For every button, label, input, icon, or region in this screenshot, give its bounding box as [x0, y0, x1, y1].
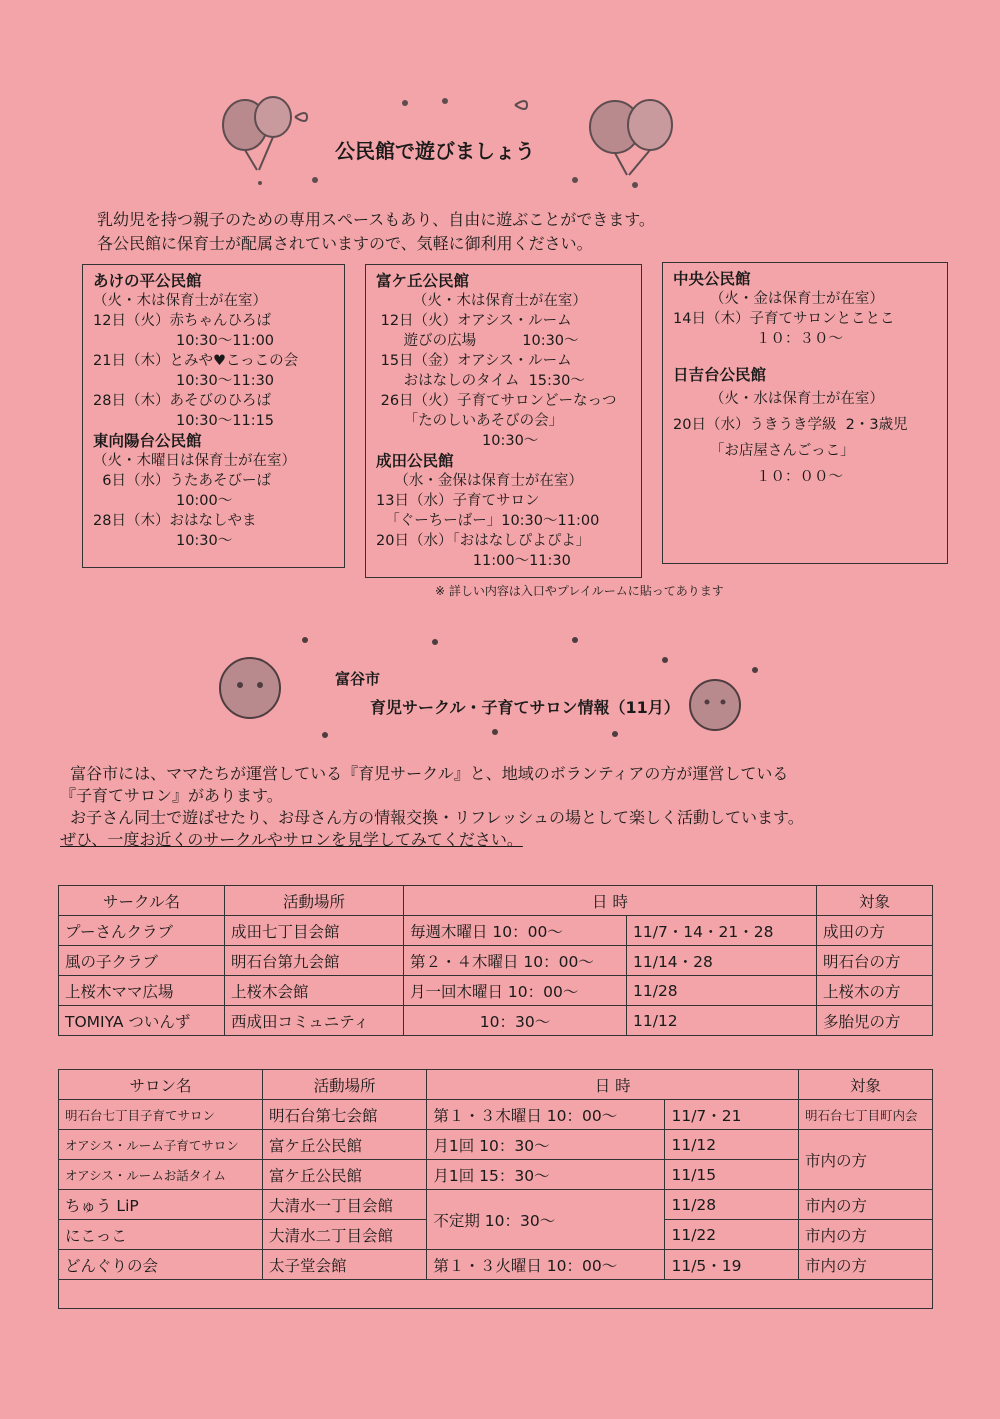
- intro-line: 富谷市には、ママたちが運営している『育児サークル』と、地域のボランティアの方が運営している: [60, 764, 789, 783]
- cell: 月一回木曜日 10：00～: [404, 976, 627, 1006]
- schedule-line: （火・水は保育士が在室）: [673, 391, 884, 407]
- cell: 大清水一丁目会館: [262, 1190, 426, 1220]
- intro-text: [60, 763, 960, 851]
- banner-community-center: [215, 95, 685, 190]
- intro-text: [97, 208, 655, 256]
- header-cell: 活動場所: [262, 1070, 426, 1100]
- cell: 11/14・28: [627, 946, 817, 976]
- center-name: 日吉台公民館: [673, 366, 767, 384]
- schedule-line: おはなしのタイム 15:30～: [376, 373, 585, 389]
- cell: 明石台第七会館: [262, 1100, 426, 1130]
- schedule-line: 21日（木）とみや♥こっこの会: [93, 353, 299, 369]
- cell: 月1回 15：30～: [427, 1160, 665, 1190]
- header-cell: サークル名: [59, 886, 225, 916]
- cell: 第１・３木曜日 10：00～: [427, 1100, 665, 1130]
- cell: 富ケ丘公民館: [262, 1160, 426, 1190]
- cell: 上桜木ママ広場: [59, 976, 225, 1006]
- schedule-line: 28日（木）あそびのひろば: [93, 393, 271, 409]
- schedule-line: 28日（木）おはなしやま: [93, 513, 257, 529]
- cell: 風の子クラブ: [59, 946, 225, 976]
- cell: 11/12: [665, 1130, 798, 1160]
- header-cell: 日 時: [404, 886, 817, 916]
- cell: 多胎児の方: [817, 1006, 933, 1036]
- cell: 大清水二丁目会館: [262, 1220, 426, 1250]
- schedule-line: 20日（水）うきうき学級 2・3歳児: [673, 417, 908, 433]
- cell: 第１・３火曜日 10：00～: [427, 1250, 665, 1280]
- schedule-line: １０：００～: [673, 469, 843, 485]
- cell: ちゅう LiP: [59, 1190, 263, 1220]
- table-row: [59, 1006, 933, 1036]
- cell: 11/22: [665, 1220, 798, 1250]
- box-tomigaoka-naruta: [365, 264, 642, 578]
- cell: 11/15: [665, 1160, 798, 1190]
- box-akenodaira-higashimukai: [82, 264, 345, 568]
- table-row: [59, 1100, 933, 1130]
- intro-line-underlined: ぜひ、一度お近くのサークルやサロンを見学してみてください。: [60, 830, 523, 849]
- cell: 西成田コミュニティ: [225, 1006, 404, 1036]
- cell: 成田の方: [817, 916, 933, 946]
- schedule-line: 10:30～11:15: [93, 413, 275, 429]
- table-header-row: [59, 886, 933, 916]
- cell: 明石台の方: [817, 946, 933, 976]
- schedule-line: 12日（火）オアシス・ルーム: [376, 313, 572, 329]
- cell: 富ケ丘公民館: [262, 1130, 426, 1160]
- schedule-line: 26日（火）子育てサロンどーなっつ: [376, 393, 617, 409]
- cell: 11/28: [627, 976, 817, 1006]
- table-row: [59, 1130, 933, 1160]
- header-cell: 対象: [798, 1070, 932, 1100]
- table-row: [59, 1190, 933, 1220]
- header-cell: 日 時: [427, 1070, 799, 1100]
- cell: 月1回 10：30～: [427, 1130, 665, 1160]
- intro-line: 各公民館に保育士が配属されていますので、気軽に御利用ください。: [97, 234, 593, 253]
- circle-table: [58, 885, 933, 1036]
- schedule-line: 6日（水）うたあそびーば: [93, 473, 271, 489]
- intro-line: 乳幼児を持つ親子のための専用スペースもあり、自由に遊ぶことができます。: [97, 210, 655, 229]
- schedule-line: （火・木曜日は保育士が在室）: [93, 453, 296, 469]
- center-name: 成田公民館: [376, 452, 454, 470]
- header-cell: サロン名: [59, 1070, 263, 1100]
- schedule-line: 14日（木）子育てサロンとことこ: [673, 311, 895, 327]
- cell: 11/7・21: [665, 1100, 798, 1130]
- schedule-line: 10:30～: [93, 533, 233, 549]
- cell: 市内の方: [798, 1130, 932, 1190]
- cell: 不定期 10：30～: [427, 1190, 665, 1250]
- schedule-line: 12日（火）赤ちゃんひろば: [93, 313, 271, 329]
- schedule-line: 「ぐーちーばー」10:30～11:00: [376, 513, 600, 529]
- cell: 明石台第九会館: [225, 946, 404, 976]
- schedule-line: （水・金保は保育士が在室）: [376, 473, 583, 489]
- cell: 11/28: [665, 1190, 798, 1220]
- salon-table: [58, 1069, 933, 1309]
- cell: 11/12: [627, 1006, 817, 1036]
- cell: 市内の方: [798, 1220, 932, 1250]
- cell-empty: [59, 1280, 933, 1309]
- cell: 太子堂会館: [262, 1250, 426, 1280]
- cell: オアシス・ルーム子育てサロン: [59, 1130, 263, 1160]
- intro-line: 『子育てサロン』があります。: [60, 786, 283, 805]
- cell: 市内の方: [798, 1190, 932, 1220]
- section-title: 育児サークル・子育てサロン情報（11月）: [370, 698, 680, 717]
- cell: オアシス・ルームお話タイム: [59, 1160, 263, 1190]
- cell: 11/5・19: [665, 1250, 798, 1280]
- cell: プーさんクラブ: [59, 916, 225, 946]
- cell: 毎週木曜日 10：00～: [404, 916, 627, 946]
- cell: 10：30～: [404, 1006, 627, 1036]
- schedule-line: 「たのしいあそびの会」: [376, 413, 564, 429]
- city-label: 富谷市: [335, 670, 381, 688]
- cell: どんぐりの会: [59, 1250, 263, 1280]
- schedule-line: （火・木は保育士が在室）: [376, 293, 587, 309]
- cell: 11/7・14・21・28: [627, 916, 817, 946]
- table-header-row: [59, 1070, 933, 1100]
- center-name: 中央公民館: [673, 270, 751, 288]
- cell: 上桜木の方: [817, 976, 933, 1006]
- header-cell: 活動場所: [225, 886, 404, 916]
- banner-circle-info: [195, 630, 785, 745]
- schedule-line: 10:30～11:30: [93, 373, 275, 389]
- cell: 明石台七丁目子育てサロン: [59, 1100, 263, 1130]
- box-chuo-hiyoshidai: [662, 262, 948, 564]
- cell: にこっこ: [59, 1220, 263, 1250]
- table-row: [59, 916, 933, 946]
- cell: TOMIYA ついんず: [59, 1006, 225, 1036]
- schedule-line: 13日（水）子育てサロン: [376, 493, 540, 509]
- section-title: 公民館で遊びましょう: [335, 139, 535, 163]
- schedule-line: 20日（水）「おはなしぴよぴよ」: [376, 533, 591, 549]
- cell: 明石台七丁目町内会: [798, 1100, 932, 1130]
- schedule-line: （火・木は保育士が在室）: [93, 293, 267, 309]
- header-cell: 対象: [817, 886, 933, 916]
- table-row-empty: [59, 1280, 933, 1309]
- schedule-line: 遊びの広場 10:30～: [376, 333, 579, 349]
- table-row: [59, 946, 933, 976]
- schedule-line: １０：３０～: [673, 331, 843, 347]
- cell: 市内の方: [798, 1250, 932, 1280]
- schedule-line: 11:00～11:30: [376, 553, 571, 569]
- cell: 成田七丁目会館: [225, 916, 404, 946]
- cell: 第２・４木曜日 10：00～: [404, 946, 627, 976]
- center-name: 富ケ丘公民館: [376, 272, 470, 290]
- table-row: [59, 976, 933, 1006]
- center-name: あけの平公民館: [93, 272, 202, 290]
- intro-line: お子さん同士で遊ばせたり、お母さん方の情報交換・リフレッシュの場として楽しく活動しています。: [60, 808, 804, 827]
- children-illustration: [195, 630, 785, 745]
- schedule-line: 10:00～: [93, 493, 233, 509]
- note-text: ※ 詳しい内容は入口やプレイルームに貼ってあります: [435, 584, 724, 598]
- schedule-line: （火・金は保育士が在室）: [673, 291, 884, 307]
- schedule-line: 15日（金）オアシス・ルーム: [376, 353, 572, 369]
- cell: 上桜木会館: [225, 976, 404, 1006]
- table-row: [59, 1250, 933, 1280]
- schedule-line: 10:30～: [376, 433, 539, 449]
- schedule-line: 「お店屋さんごっこ」: [673, 443, 855, 459]
- center-name: 東向陽台公民館: [93, 432, 202, 450]
- schedule-line: 10:30～11:00: [93, 333, 275, 349]
